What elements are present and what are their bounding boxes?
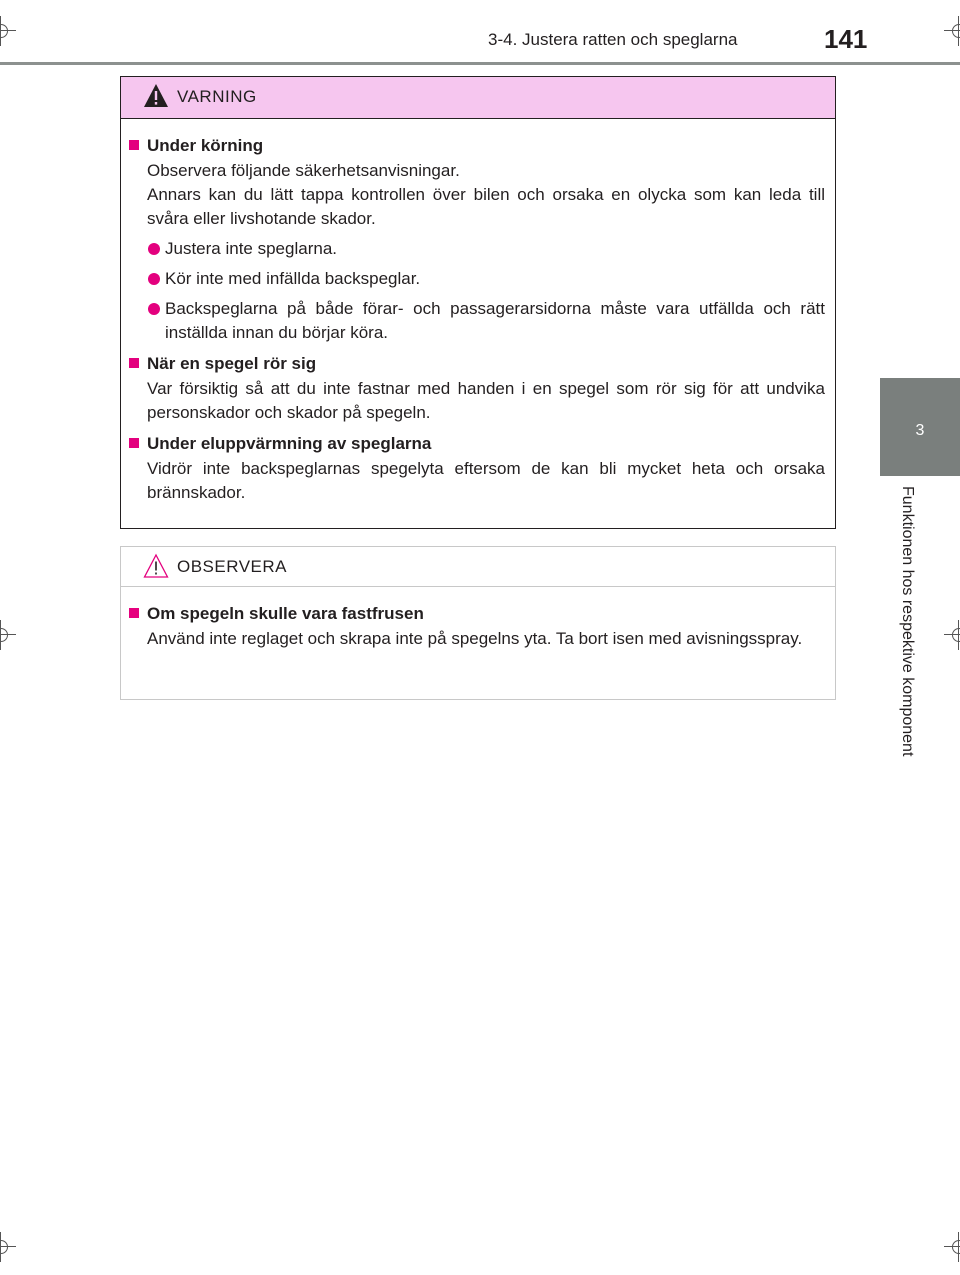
- warning-header: [121, 77, 835, 119]
- header-rule: [0, 62, 960, 65]
- square-bullet-icon: [129, 140, 139, 150]
- section-heading: [129, 135, 825, 157]
- round-bullet-icon: [148, 303, 160, 315]
- list-item: [129, 237, 825, 261]
- warning-content: [121, 119, 835, 505]
- section-text: Var försiktig så att du inte fastnar med handen i en spegel som rör sig för att undvika personskador och skador på spegeln.: [147, 379, 825, 422]
- section-heading-text: Under eluppvärmning av speglarna: [147, 434, 432, 453]
- caution-triangle-outline-icon: [143, 553, 169, 584]
- notice-content: [121, 587, 835, 651]
- section-heading: [129, 353, 825, 375]
- section-text: Observera följande säkerhetsanvisningar. Annars kan du lätt tappa kontrollen över bilen och orsaka en olycka som kan leda till svåra eller livshotande skador.: [147, 161, 825, 228]
- list-item-text: Kör inte med infällda backspeglar.: [165, 269, 421, 288]
- chapter-number: 3: [915, 422, 925, 439]
- section-heading: [129, 433, 825, 455]
- warning-box: [120, 76, 836, 529]
- list-item-text: Backspeglarna på både förar- och passagerarsidorna måste vara utfällda och rätt inställda innan du börjar köra.: [165, 299, 825, 342]
- crop-mark-top-left: [0, 16, 16, 46]
- warning-triangle-icon: [143, 83, 169, 114]
- chapter-tab: [880, 378, 960, 476]
- list-item: [129, 297, 825, 345]
- square-bullet-icon: [129, 438, 139, 448]
- round-bullet-icon: [148, 243, 160, 255]
- section-heading-text: Under körning: [147, 136, 264, 155]
- notice-header: [121, 547, 835, 587]
- crop-mark-top-right: [944, 16, 960, 46]
- notice-heading: OBSERVERA: [177, 557, 288, 576]
- section-text: Använd inte reglaget och skrapa inte på spegelns yta. Ta bort isen med avisningsspray.: [147, 629, 803, 648]
- warning-heading: VARNING: [177, 87, 257, 106]
- crop-mark-mid-right: [944, 620, 960, 650]
- notice-box: [120, 546, 836, 700]
- list-item-text: Justera inte speglarna.: [165, 239, 337, 258]
- round-bullet-icon: [148, 273, 160, 285]
- section-heading-text: Om spegeln skulle vara fastfrusen: [147, 604, 424, 623]
- crop-mark-bottom-right: [944, 1232, 960, 1262]
- chapter-label: Funktionen hos respektive komponent: [899, 486, 916, 757]
- section-title: 3-4. Justera ratten och speglarna: [488, 30, 738, 49]
- crop-mark-bottom-left: [0, 1232, 16, 1262]
- section-heading-text: När en spegel rör sig: [147, 354, 317, 373]
- square-bullet-icon: [129, 608, 139, 618]
- list-item: [129, 267, 825, 291]
- crop-mark-mid-left: [0, 620, 16, 650]
- section-heading: [129, 603, 825, 625]
- page-number: 141: [824, 24, 868, 54]
- square-bullet-icon: [129, 358, 139, 368]
- section-text: Vidrör inte backspeglarnas spegelyta eftersom de kan bli mycket heta och orsaka brännskador.: [147, 459, 825, 502]
